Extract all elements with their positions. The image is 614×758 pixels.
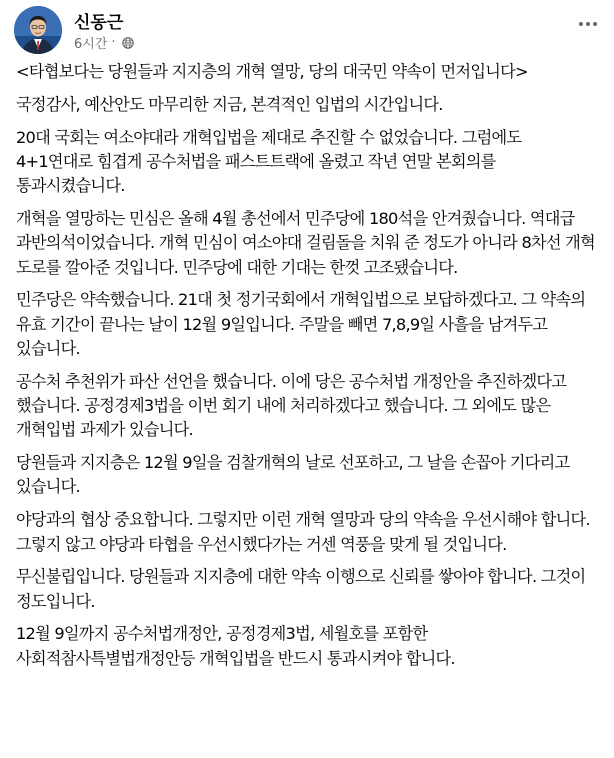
post-paragraph: 무신불립입니다. 당원들과 지지층에 대한 약속 이행으로 신뢰를 쌓아야 합니다. 그것이 정도입니다. xyxy=(16,567,586,611)
post-paragraph: 개혁을 열망하는 민심은 올해 4월 총선에서 민주당에 180석을 안겨줬습니다. 역대급 과반의석이었습니다. 개혁 민심이 여소야대 걸림돌을 치워 준 정도가 아니라 8차선 개혁 도로를 깔아준 것입니다. 민주당에 대한 기대는 한껏 고조됐습니다. xyxy=(16,208,595,277)
author-name[interactable]: 신동근 xyxy=(74,13,124,33)
post-body xyxy=(16,60,600,680)
post-paragraph: 당원들과 지지층은 12월 9일을 검찰개혁의 날로 선포하고, 그 날을 손꼽아 기다리고 있습니다. xyxy=(16,453,570,497)
more-dot xyxy=(586,22,590,26)
more-dot xyxy=(579,22,583,26)
post-paragraph: 민주당은 약속했습니다. 21대 첫 정기국회에서 개혁입법으로 보답하겠다고. 그 약속의 유효 기간이 끝나는 날이 12월 9일입니다. 주말을 빼면 7,8,9일 사흘을 남겨두고 있습니다. xyxy=(16,290,586,358)
more-options-icon[interactable] xyxy=(572,12,604,36)
globe-icon[interactable] xyxy=(122,37,134,49)
post-timestamp[interactable]: 6시간 xyxy=(74,37,108,52)
post-paragraph: 12월 9일까지 공수처법개정안, 공정경제3법, 세월호를 포함한 사회적참사특별법개정안등 개혁입법을 반드시 통과시켜야 합니다. xyxy=(16,624,455,668)
post-paragraph: <타협보다는 당원들과 지지층의 개혁 열망, 당의 대국민 약속이 먼저입니다> xyxy=(16,62,528,81)
post-paragraph: 야당과의 협상 중요합니다. 그렇지만 이런 개혁 열망과 당의 약속을 우선시해야 합니다. 그렇지 않고 야당과 타협을 우선시했다가는 거센 역풍을 맞게 될 것입니다. xyxy=(16,510,590,554)
post-meta xyxy=(74,33,134,52)
post-paragraph: 국정감사, 예산안도 마무리한 지금, 본격적인 입법의 시간입니다. xyxy=(16,94,443,114)
post-paragraph: 20대 국회는 여소야대라 개혁입법을 제대로 추진할 수 없었습니다. 그럼에도 4+1연대로 힘겹게 공수처법을 패스트트랙에 올렸고 작년 연말 본회의를 통과시켰습니다. xyxy=(16,127,522,196)
avatar-photo xyxy=(14,6,62,54)
more-dot xyxy=(593,22,597,26)
meta-separator: · xyxy=(111,35,116,50)
post-header xyxy=(14,6,604,56)
post-paragraph: 공수처 추천위가 파산 선언을 했습니다. 이에 당은 공수처법 개정안을 추진하겠다고 했습니다. 공정경제3법을 이번 회기 내에 처리하겠다고 했습니다. 그 외에도 많은 개혁입법 과제가 있습니다. xyxy=(16,371,567,440)
avatar[interactable] xyxy=(14,6,62,54)
